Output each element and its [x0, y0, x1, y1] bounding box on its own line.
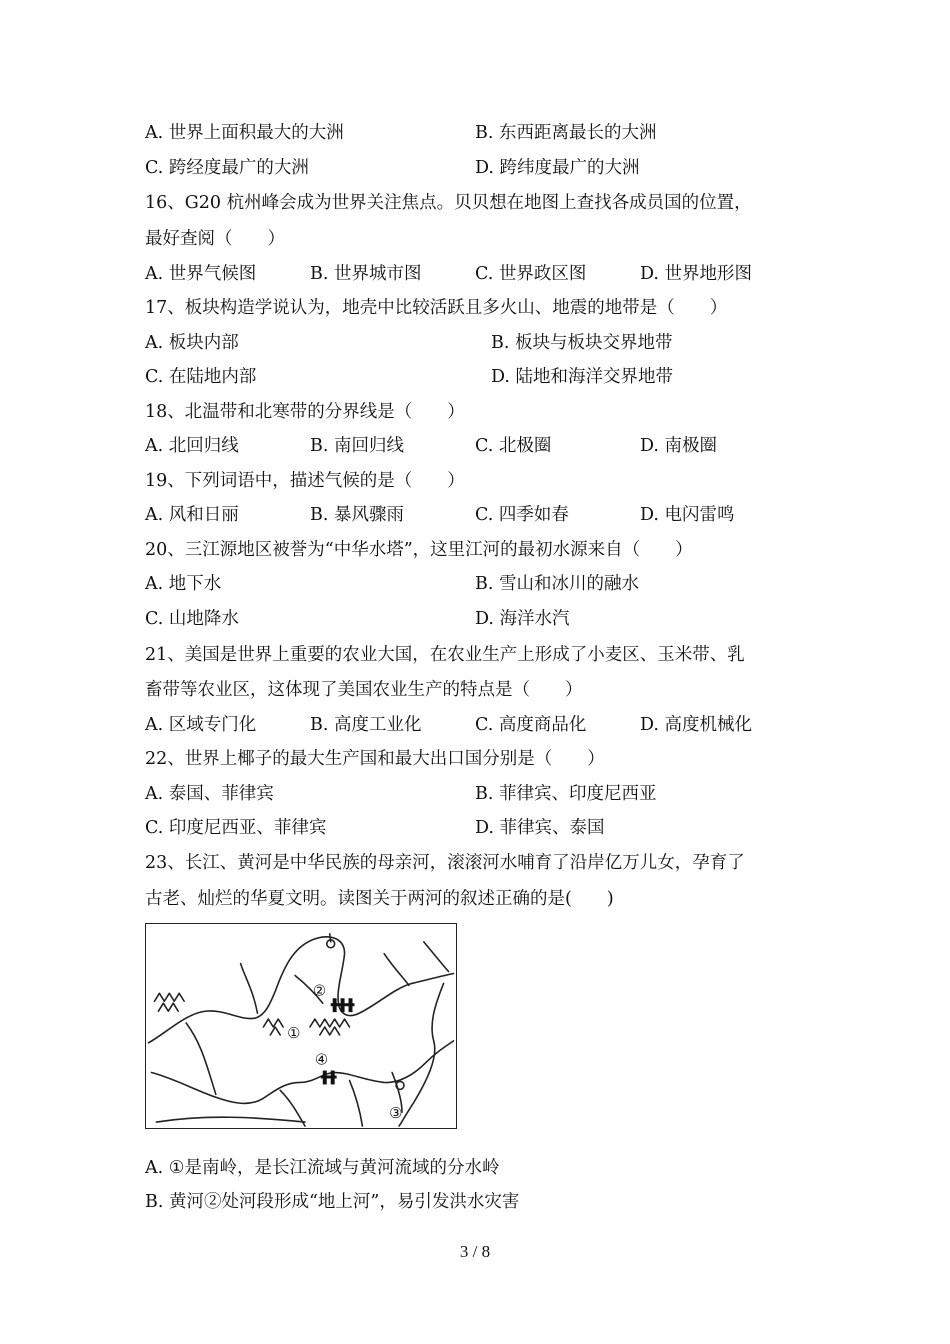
q22-option-b: B. 菲律宾、印度尼西亚 — [475, 784, 657, 804]
yangtze-river-path — [151, 1041, 453, 1104]
q21-option-a: A. 区域专门化 — [145, 715, 257, 735]
q17-option-b: B. 板块与板块交界地带 — [491, 333, 673, 353]
q20-option-b: B. 雪山和冰川的融水 — [475, 574, 639, 594]
q20-stem: 20、三江源地区被誉为“中华水塔”，这里江河的最初水源来自（ ） — [145, 540, 693, 560]
q18-option-c: C. 北极圈 — [475, 436, 552, 456]
map-label-2: ② — [312, 981, 327, 1000]
q18-stem: 18、北温带和北寒带的分界线是（ ） — [145, 402, 465, 422]
q19-option-b: B. 暴风骤雨 — [310, 505, 404, 525]
rivers-map-figure — [145, 923, 457, 1129]
q23-option-a: A. ①是南岭，是长江流域与黄河流域的分水岭 — [145, 1158, 500, 1178]
dam-symbols — [321, 998, 355, 1084]
rivers-map-svg — [146, 924, 456, 1128]
q21-option-b: B. 高度工业化 — [310, 715, 422, 735]
q20-option-c: C. 山地降水 — [145, 609, 239, 629]
q15-option-b: B. 东西距离最长的大洲 — [475, 123, 657, 143]
q16-stem-line2: 最好查阅（ ） — [145, 229, 285, 249]
q18-option-b: B. 南回归线 — [310, 436, 404, 456]
q16-option-b: B. 世界城市图 — [310, 264, 422, 284]
q23-stem-line1: 23、长江、黄河是中华民族的母亲河，滚滚河水哺育了沿岸亿万儿女，孕育了 — [145, 853, 745, 873]
map-label-3: ③ — [389, 1104, 403, 1123]
q22-option-a: A. 泰国、菲律宾 — [145, 784, 274, 804]
q21-stem-line1: 21、美国是世界上重要的农业大国，在农业生产上形成了小麦区、玉米带、乳 — [145, 645, 745, 665]
map-label-4: ④ — [314, 1050, 329, 1069]
q16-option-d: D. 世界地形图 — [640, 264, 753, 284]
page-number: 3 / 8 — [459, 1242, 491, 1261]
q17-option-a: A. 板块内部 — [145, 333, 239, 353]
q21-option-d: D. 高度机械化 — [640, 715, 753, 735]
q16-option-a: A. 世界气候图 — [145, 264, 257, 284]
q20-option-a: A. 地下水 — [145, 574, 222, 594]
q22-option-c: C. 印度尼西亚、菲律宾 — [145, 818, 327, 838]
q19-stem: 19、下列词语中，描述气候的是（ ） — [145, 471, 465, 491]
q22-option-d: D. 菲律宾、泰国 — [475, 818, 605, 838]
q22-stem: 22、世界上椰子的最大生产国和最大出口国分别是（ ） — [145, 749, 605, 769]
q15-option-a: A. 世界上面积最大的大洲 — [145, 123, 344, 143]
q18-option-a: A. 北回归线 — [145, 436, 239, 456]
q18-option-d: D. 南极圈 — [640, 436, 718, 456]
q17-stem: 17、板块构造学说认为，地壳中比较活跃且多火山、地震的地带是（ ） — [145, 298, 728, 318]
q23-stem-line2: 古老、灿烂的华夏文明。读图关于两河的叙述正确的是( ) — [145, 889, 614, 909]
q16-option-c: C. 世界政区图 — [475, 264, 587, 284]
q17-option-c: C. 在陆地内部 — [145, 367, 257, 387]
q21-stem-line2: 畜带等农业区，这体现了美国农业生产的特点是（ ） — [145, 680, 583, 700]
q19-option-c: C. 四季如春 — [475, 505, 569, 525]
q15-option-d: D. 跨纬度最广的大洲 — [475, 158, 640, 178]
q20-option-d: D. 海洋水汽 — [475, 609, 570, 629]
q16-stem-line1: 16、G20 杭州峰会成为世界关注焦点。贝贝想在地图上查找各成员国的位置， — [145, 193, 752, 213]
q19-option-a: A. 风和日丽 — [145, 505, 239, 525]
map-label-1: ① — [287, 1023, 301, 1042]
q15-option-c: C. 跨经度最广的大洲 — [145, 158, 309, 178]
q23-option-b: B. 黄河②处河段形成“地上河”，易引发洪水灾害 — [145, 1192, 520, 1212]
yellow-river-path — [148, 937, 453, 1043]
q21-option-c: C. 高度商品化 — [475, 715, 587, 735]
q17-option-d: D. 陆地和海洋交界地带 — [491, 367, 674, 387]
q19-option-d: D. 电闪雷鸣 — [640, 505, 735, 525]
